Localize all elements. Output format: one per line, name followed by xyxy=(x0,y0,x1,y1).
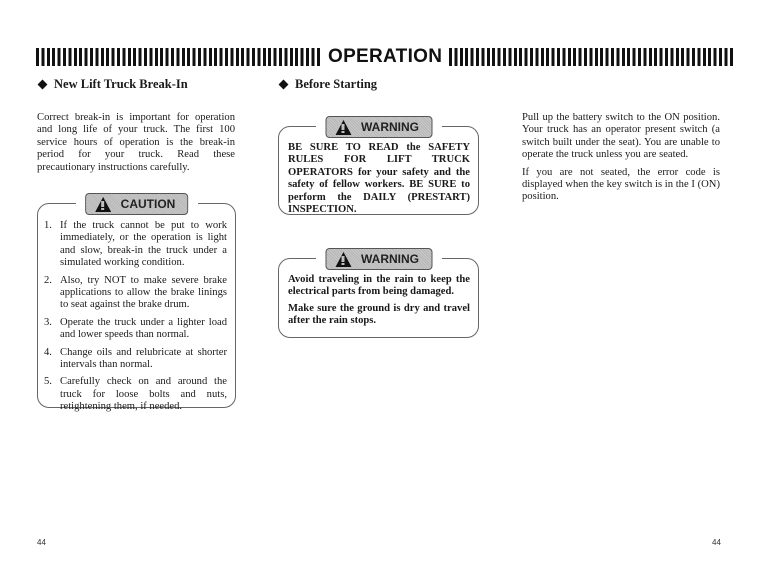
section-header xyxy=(36,46,724,68)
break-in-intro xyxy=(37,112,235,174)
heading-break-in xyxy=(37,77,188,92)
list-item: 4. Change oils and relubricate at shorter intervals than normal. xyxy=(44,346,227,371)
warning-text: Avoid traveling in the rain to keep the electrical parts from being damaged. xyxy=(288,274,470,298)
list-item: 1. If the truck cannot be put to work immediately, or the operation is light and slow, break-in the truck under a simulated working condition. xyxy=(44,220,227,269)
section-title: OPERATION xyxy=(328,46,443,67)
list-item: 3. Operate the truck under a lighter load and lower speeds than normal. xyxy=(44,316,227,341)
heading-before-starting xyxy=(278,77,377,92)
warning-text: BE SURE TO READ the SAFETY RULES FOR LIFT TRUCK OPERATORS for your safety and the safety of fellow workers. BE SURE to perform the DAILY (PRESTART) INSPECTION. xyxy=(288,142,470,216)
caution-label xyxy=(85,193,189,215)
warning-label xyxy=(325,248,432,270)
diamond-bullet-icon xyxy=(38,80,48,90)
header-bars-right xyxy=(449,48,734,66)
break-in-intro-text: Correct break-in is important for operation and long life of your truck. The first 100 service hours of operation is the break-in period for your truck. Read these precautionary instructions carefully. xyxy=(37,112,235,173)
warning-label-text: WARNING xyxy=(361,252,419,266)
before-starting-body xyxy=(522,112,720,204)
body-paragraph: Pull up the battery switch to the ON position. Your truck has an operator present switch (a switch built under the seat). You are unable to operate the truck unless you are seated. xyxy=(522,112,720,161)
warning-label-text: WARNING xyxy=(361,120,419,134)
heading-break-in-text: New Lift Truck Break-In xyxy=(54,77,188,91)
caution-list xyxy=(44,220,227,419)
warning-triangle-icon xyxy=(335,252,351,267)
warning-triangle-icon xyxy=(95,197,111,212)
header-bars-left xyxy=(36,48,321,66)
caution-box xyxy=(37,197,236,413)
diamond-bullet-icon xyxy=(279,80,289,90)
heading-before-starting-text: Before Starting xyxy=(295,77,378,91)
body-paragraph: If you are not seated, the error code is displayed when the key switch is in the I (ON) position. xyxy=(522,166,720,203)
caution-label-text: CAUTION xyxy=(120,197,176,211)
warning-text: Make sure the ground is dry and travel after the rain stops. xyxy=(288,302,470,327)
warning-box-safety-rules xyxy=(278,120,479,216)
page-number-right: 44 xyxy=(712,538,721,547)
warning-body xyxy=(288,274,470,332)
warning-box-rain xyxy=(278,252,479,338)
warning-label xyxy=(325,116,432,138)
page-number-left: 44 xyxy=(37,538,46,547)
list-item: 2. Also, try NOT to make severe brake applications to allow the brake linings to seat against the brake drum. xyxy=(44,274,227,311)
list-item: 5. Carefully check on and around the truck for loose bolts and nuts, retightening them, if needed. xyxy=(44,376,227,413)
warning-triangle-icon xyxy=(335,120,351,135)
warning-body xyxy=(288,142,470,220)
